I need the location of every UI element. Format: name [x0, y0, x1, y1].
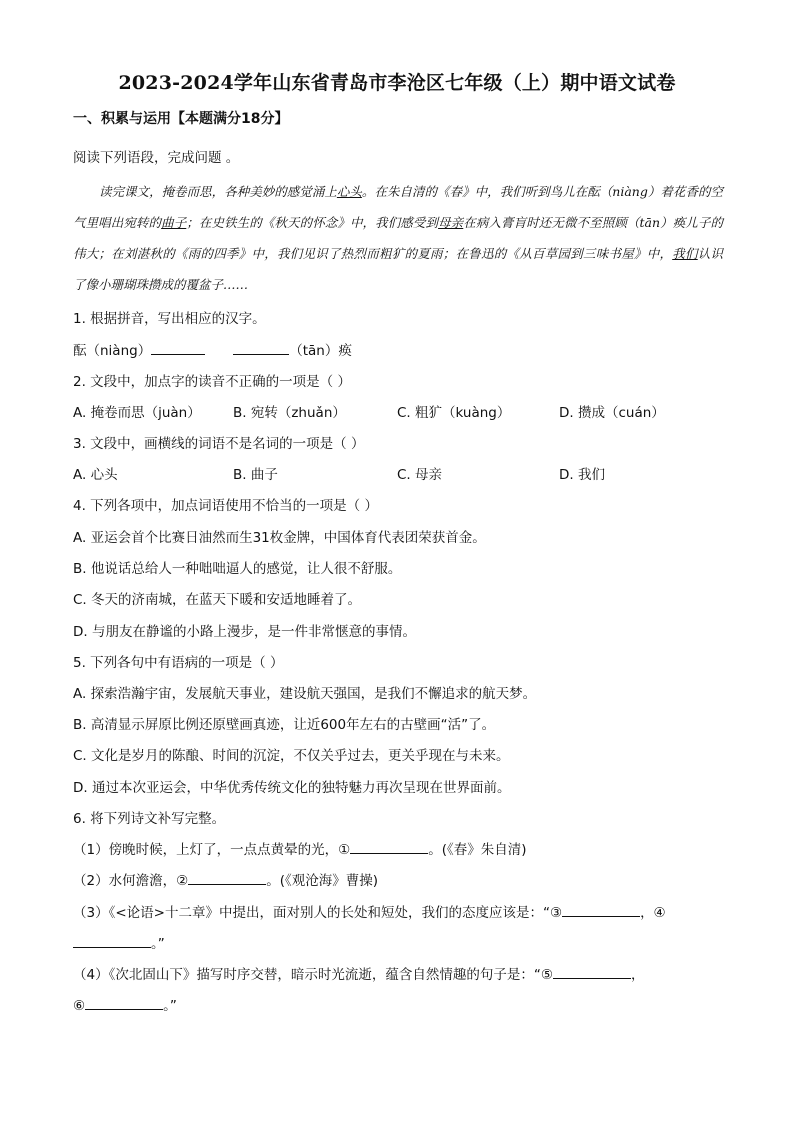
q4-option-b[interactable]: B. 他说话总给人一种咄咄逼人的感觉，让人很不舒服。: [73, 561, 402, 577]
q6-line-4-text: （4）《次北固山下》描写时序交替，暗示时光流逝，蕴含自然情趣的句子是：“⑤: [73, 967, 553, 983]
q5-option-a[interactable]: A. 探索浩瀚宇宙，发展航天事业，建设航天强国，是我们不懈追求的航天梦。: [73, 686, 537, 702]
question-1-stem: 1. 根据拼音，写出相应的汉字。: [73, 311, 266, 327]
exam-title: 2023-2024学年山东省青岛市李沧区七年级（上）期中语文试卷: [118, 72, 676, 94]
q4-option-c[interactable]: C. 冬天的济南城，在蓝天下暖和安适地睡着了。: [73, 592, 362, 608]
q6-blank-6[interactable]: [85, 995, 163, 1010]
question-3-stem: 3. 文段中，画横线的词语不是名词的一项是（ ）: [73, 436, 365, 452]
q6-line-1-text: （1）傍晚时候，上灯了，一点点黄晕的光，①: [73, 842, 351, 858]
underlined-word-xintou: 心头: [336, 184, 362, 199]
q2-option-c[interactable]: C. 粗犷（kuàng）: [397, 405, 511, 421]
q4-option-a[interactable]: A. 亚运会首个比赛日油然而生31枚金牌，中国体育代表团荣获首金。: [73, 530, 486, 546]
question-2-stem: 2. 文段中，加点字的读音不正确的一项是（ ）: [73, 374, 351, 390]
passage-paragraph: [73, 176, 723, 300]
passage-text: 在病入膏肓时还无微不至照顾（tān）痪儿子的伟大；在刘湛秋的《雨的四季》中，我们见识了热烈而粗犷的夏雨；在鲁迅的《从百草园到三味书屋》中，: [73, 215, 723, 261]
q3-option-b[interactable]: B. 曲子: [233, 467, 278, 483]
reading-instruction: 阅读下列语段，完成问题 。: [73, 150, 240, 166]
q4-option-d[interactable]: D. 与朋友在静谧的小路上漫步，是一件非常惬意的事情。: [73, 624, 416, 640]
q6-line-4: [73, 963, 644, 983]
q6-blank-5[interactable]: [553, 964, 631, 979]
q6-line-3-cont: [73, 932, 165, 952]
q1-blank-a[interactable]: [151, 340, 205, 355]
q6-line-4-cont: [73, 994, 177, 1014]
q6-line-3: [73, 901, 666, 921]
q6-line-3-text: （3）《<论语>十二章》中提出，面对别人的长处和短处，我们的态度应该是：“③: [73, 905, 563, 921]
passage-text: 读完课文，掩卷而思，各种美妙的感觉涌上: [99, 184, 337, 199]
question-4-stem: 4. 下列各项中，加点词语使用不恰当的一项是（ ）: [73, 498, 378, 514]
underlined-word-women: 我们: [672, 246, 698, 261]
passage-text: 认识了像小珊瑚珠攒成的覆盆子……: [73, 246, 723, 292]
q6-line-4-marker: ⑥: [73, 998, 86, 1014]
q6-line-2-source: 。(《观沧海》曹操): [266, 873, 378, 889]
q6-line-3-sep: ，④: [640, 905, 666, 921]
q2-option-a[interactable]: A. 掩卷而思（juàn）: [73, 405, 201, 421]
q6-blank-1[interactable]: [350, 839, 428, 854]
underlined-word-muqin: 母亲: [438, 215, 464, 230]
q5-option-c[interactable]: C. 文化是岁月的陈酿、时间的沉淀，不仅关乎过去，更关乎现在与未来。: [73, 748, 510, 764]
q6-line-2: [73, 869, 378, 889]
q6-line-3-end: 。”: [151, 936, 165, 952]
question-6-stem: 6. 将下列诗文补写完整。: [73, 811, 226, 827]
q6-blank-2[interactable]: [188, 870, 266, 885]
q6-line-1: [73, 838, 527, 858]
q1-item-b: （tān）痪: [289, 343, 352, 359]
passage-text: 。在朱自清的《春》中，我们听到鸟儿在酝（niàng）着花香的空气里唱出宛转的: [73, 184, 723, 230]
q2-option-b[interactable]: B. 宛转（zhuǎn）: [233, 405, 346, 421]
q6-line-4-sep: ，: [630, 967, 645, 983]
q1-blank-b[interactable]: [233, 340, 289, 355]
q6-blank-3[interactable]: [562, 902, 640, 917]
q6-line-1-source: 。(《春》朱自清): [428, 842, 527, 858]
q3-option-d[interactable]: D. 我们: [559, 467, 605, 483]
q6-line-2-text: （2）水何澹澹，②: [73, 873, 189, 889]
reading-passage: [73, 176, 723, 300]
q3-option-c[interactable]: C. 母亲: [397, 467, 443, 483]
underlined-word-quzi: 曲子: [161, 215, 187, 230]
question-1-answer-row: [73, 339, 352, 359]
question-5-stem: 5. 下列各句中有语病的一项是（ ）: [73, 655, 284, 671]
q2-option-d[interactable]: D. 攒成（cuán）: [559, 405, 665, 421]
q5-option-b[interactable]: B. 高清显示屏原比例还原壁画真迹，让近600年左右的古壁画“活”了。: [73, 717, 496, 733]
q6-line-4-end: 。”: [163, 998, 177, 1014]
q6-blank-4[interactable]: [73, 933, 151, 948]
q5-option-d[interactable]: D. 通过本次亚运会，中华优秀传统文化的独特魅力再次呈现在世界面前。: [73, 780, 511, 796]
section-heading: 一、积累与运用【本题满分18分】: [73, 111, 289, 127]
q3-option-a[interactable]: A. 心头: [73, 467, 118, 483]
passage-text: ；在史铁生的《秋天的怀念》中，我们感受到: [186, 215, 439, 230]
q1-item-a: 酝（niàng）: [73, 343, 152, 359]
